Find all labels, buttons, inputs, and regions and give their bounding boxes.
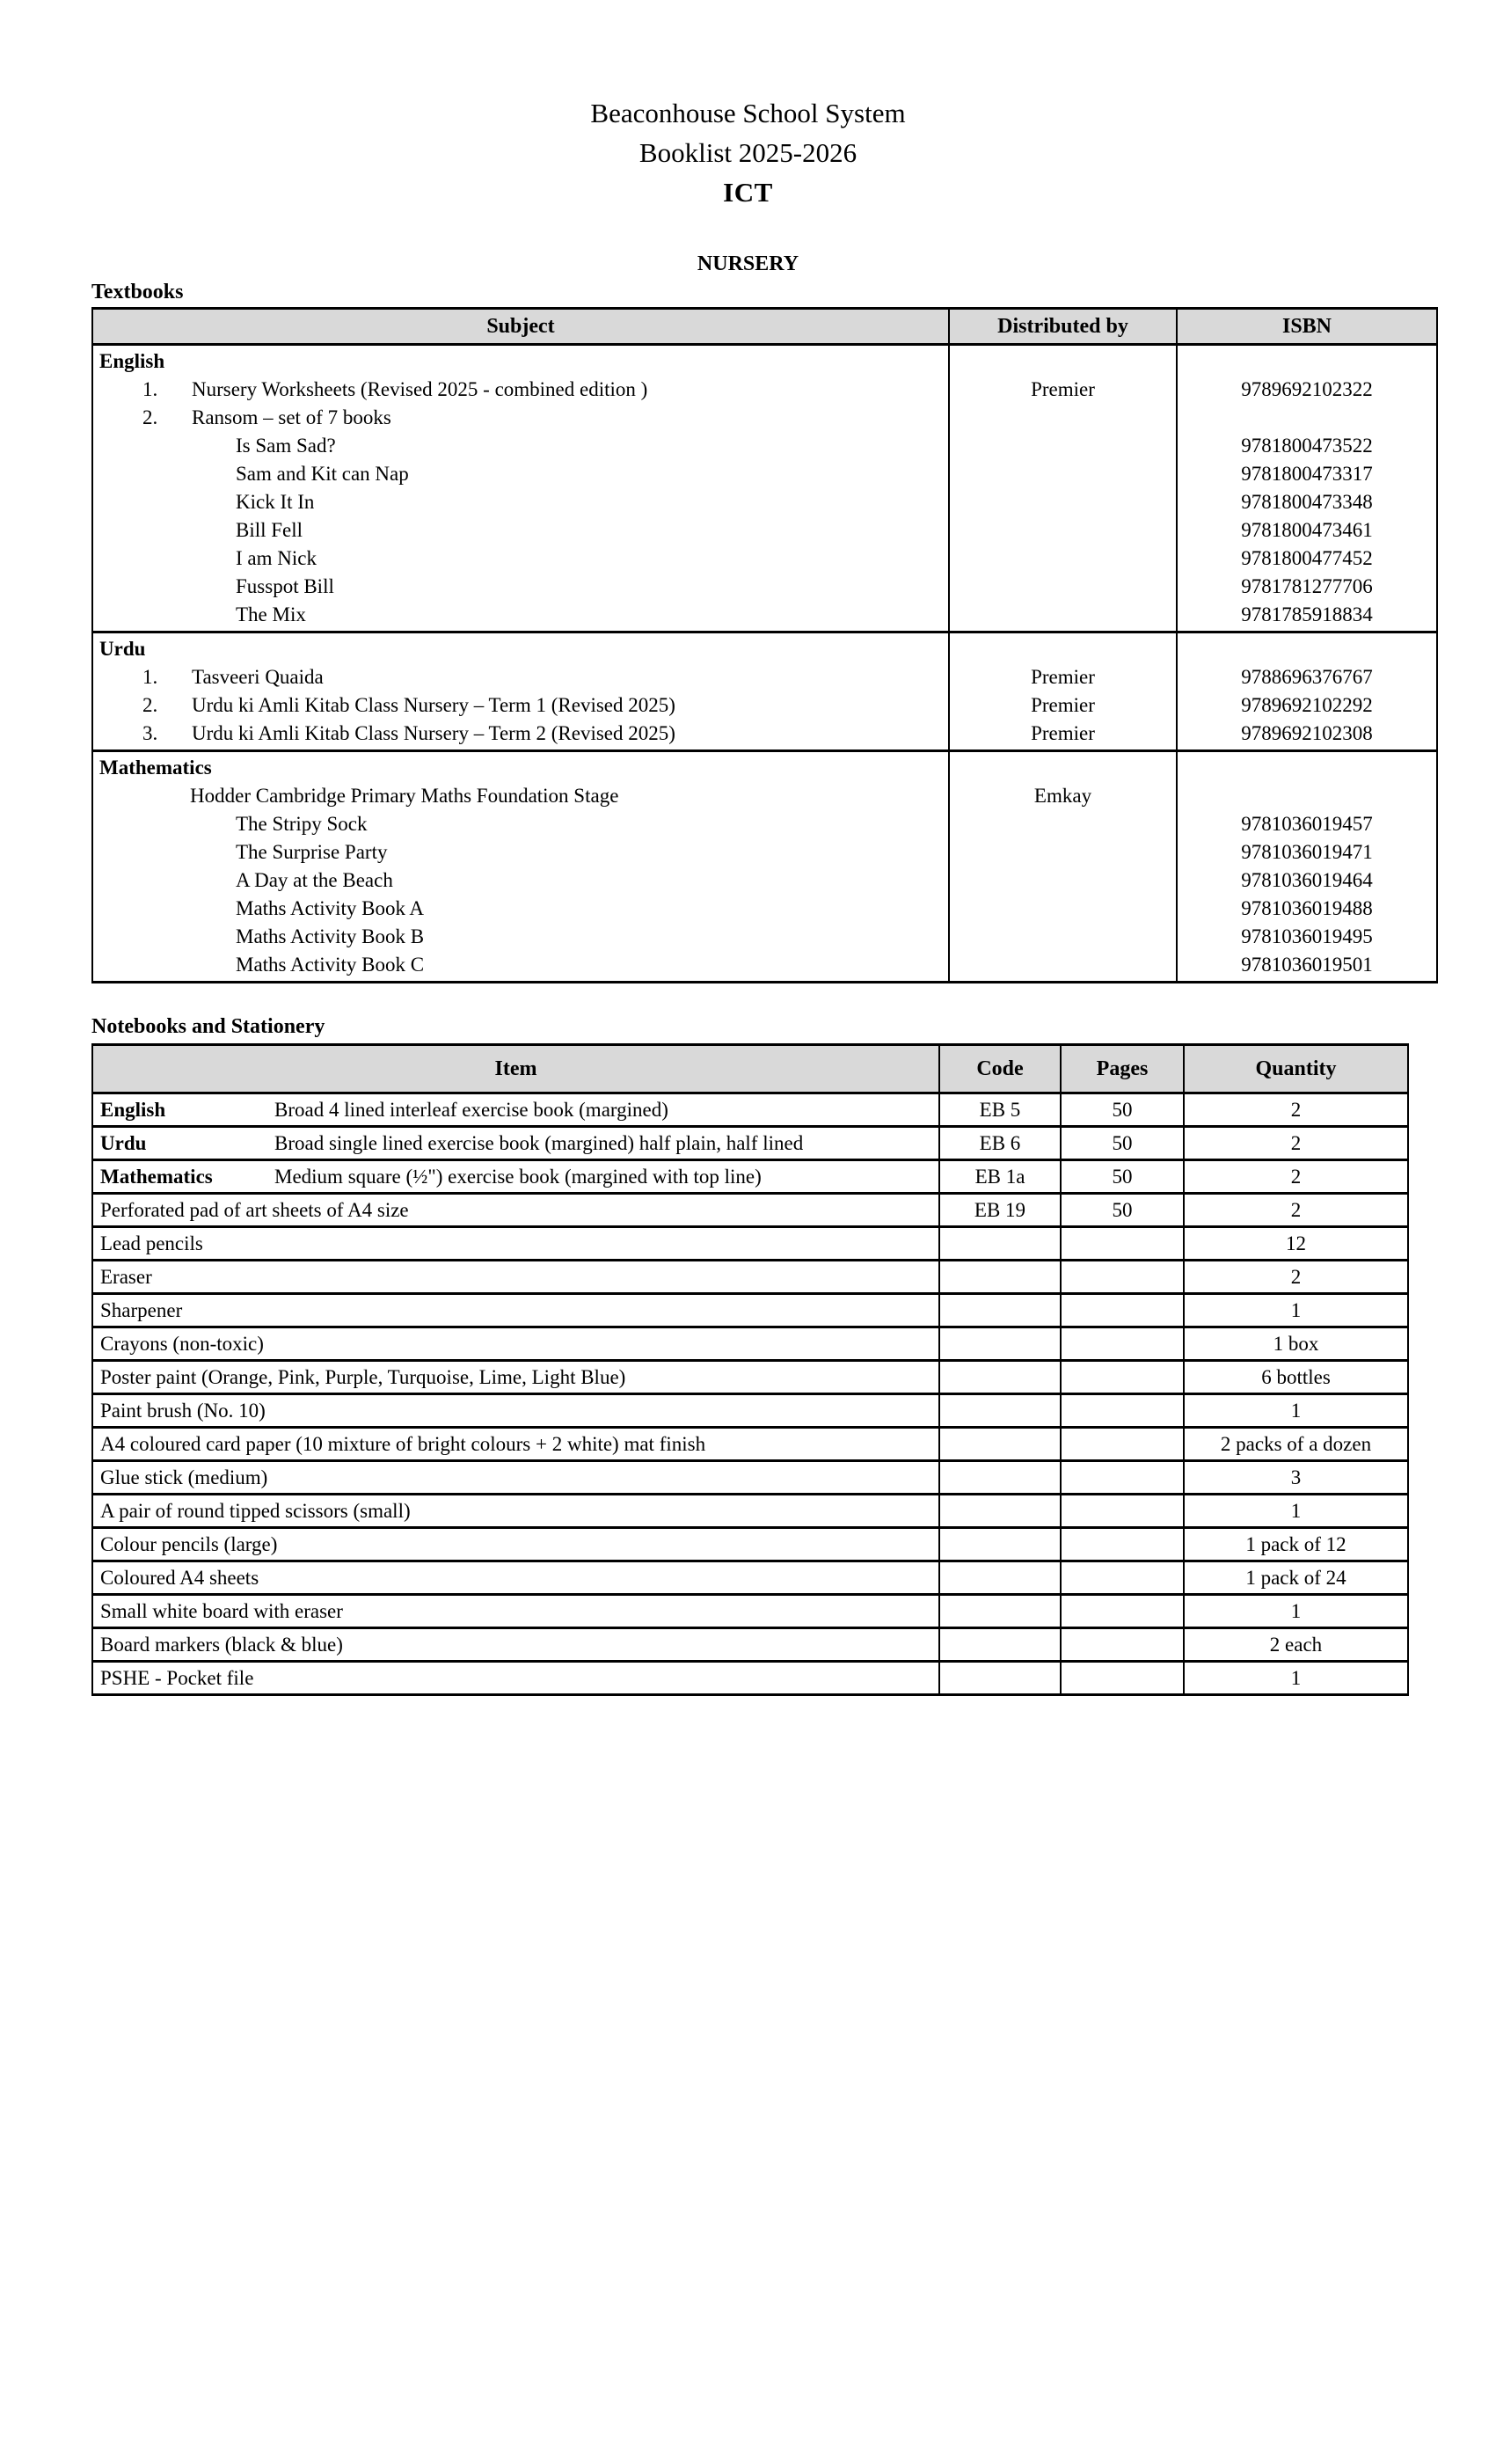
item-cell: Small white board with eraser bbox=[92, 1595, 939, 1628]
stationery-row bbox=[92, 1662, 1408, 1695]
distributor-value bbox=[950, 545, 1176, 573]
item-description: Medium square (½") exercise book (margined with top line) bbox=[274, 1165, 762, 1188]
distributed-by-cell bbox=[949, 345, 1177, 632]
isbn-value: 9781036019501 bbox=[1241, 954, 1373, 976]
subject-section-name: Mathematics bbox=[99, 757, 212, 779]
code-cell: EB 5 bbox=[939, 1093, 1061, 1127]
quantity-cell: 1 pack of 12 bbox=[1184, 1528, 1408, 1561]
stationery-row bbox=[92, 1495, 1408, 1528]
distributed-by-cell bbox=[949, 632, 1177, 751]
stationery-row bbox=[92, 1361, 1408, 1394]
pages-cell bbox=[1061, 1327, 1184, 1361]
isbn-value: 9781800473317 bbox=[1241, 463, 1373, 485]
isbn-value: 9781036019488 bbox=[1241, 897, 1373, 919]
pages-cell bbox=[1061, 1461, 1184, 1495]
stationery-table bbox=[91, 1043, 1409, 1696]
isbn-value bbox=[1178, 347, 1436, 376]
distributor-value bbox=[950, 754, 1176, 782]
quantity-cell: 2 bbox=[1184, 1261, 1408, 1294]
stationery-row bbox=[92, 1461, 1408, 1495]
book-title: The Stripy Sock bbox=[236, 813, 368, 835]
quantity-cell: 2 bbox=[1184, 1127, 1408, 1160]
code-cell bbox=[939, 1561, 1061, 1595]
distributor-value: Premier bbox=[1031, 378, 1095, 400]
item-cell: A4 coloured card paper (10 mixture of bright colours + 2 white) mat finish bbox=[92, 1428, 939, 1461]
distributor-value bbox=[950, 573, 1176, 601]
booklist-title: Booklist 2025-2026 bbox=[639, 137, 857, 168]
isbn-value: 9788696376767 bbox=[1241, 666, 1373, 688]
distributor-value bbox=[950, 601, 1176, 629]
quantity-cell: 1 bbox=[1184, 1662, 1408, 1695]
list-number: 1. bbox=[142, 378, 158, 400]
list-number: 2. bbox=[142, 406, 158, 428]
isbn-value: 9781036019464 bbox=[1241, 869, 1373, 891]
stationery-row bbox=[92, 1628, 1408, 1662]
isbn-value: 9781036019495 bbox=[1241, 925, 1373, 947]
code-cell bbox=[939, 1628, 1061, 1662]
column-header-subject: Subject bbox=[92, 309, 949, 345]
quantity-cell: 1 pack of 24 bbox=[1184, 1561, 1408, 1595]
isbn-value: 9781036019471 bbox=[1241, 841, 1373, 863]
code-cell bbox=[939, 1461, 1061, 1495]
list-number: 2. bbox=[142, 694, 158, 716]
isbn-value: 9781785918834 bbox=[1241, 603, 1373, 625]
column-header-quantity: Quantity bbox=[1184, 1045, 1408, 1093]
subject-section-name: English bbox=[99, 350, 165, 372]
distributor-value: Premier bbox=[1031, 694, 1095, 716]
code-cell: EB 1a bbox=[939, 1160, 1061, 1194]
stationery-row bbox=[92, 1528, 1408, 1561]
quantity-cell: 2 bbox=[1184, 1160, 1408, 1194]
content-area bbox=[91, 279, 1437, 1696]
isbn-value: 9781800477452 bbox=[1241, 547, 1373, 569]
item-subject: Mathematics bbox=[100, 1165, 213, 1188]
book-entry-text: Ransom – set of 7 books bbox=[192, 406, 391, 428]
subject-cell bbox=[92, 751, 949, 983]
pages-cell bbox=[1061, 1294, 1184, 1327]
isbn-value: 9781781277706 bbox=[1241, 575, 1373, 597]
department-title: ICT bbox=[723, 177, 773, 208]
code-cell bbox=[939, 1261, 1061, 1294]
code-cell bbox=[939, 1327, 1061, 1361]
distributor-value bbox=[950, 838, 1176, 866]
book-title: The Mix bbox=[236, 603, 306, 625]
distributor-value bbox=[950, 810, 1176, 838]
stationery-header-row bbox=[92, 1045, 1408, 1093]
isbn-value bbox=[1178, 754, 1436, 782]
book-entry-text: Tasveeri Quaida bbox=[192, 666, 324, 688]
distributor-value bbox=[950, 404, 1176, 432]
item-subject: English bbox=[100, 1098, 166, 1121]
isbn-value: 9789692102308 bbox=[1241, 722, 1373, 744]
book-title: Fusspot Bill bbox=[236, 575, 334, 597]
code-cell bbox=[939, 1595, 1061, 1628]
stationery-row bbox=[92, 1261, 1408, 1294]
school-name: Beaconhouse School System bbox=[590, 98, 906, 128]
pages-cell bbox=[1061, 1428, 1184, 1461]
isbn-cell bbox=[1177, 632, 1437, 751]
code-cell bbox=[939, 1394, 1061, 1428]
isbn-value: 9781036019457 bbox=[1241, 813, 1373, 835]
item-cell bbox=[92, 1093, 939, 1127]
book-entry-text: Urdu ki Amli Kitab Class Nursery – Term 1 (Revised 2025) bbox=[192, 694, 675, 716]
textbook-section-row bbox=[92, 751, 1437, 983]
isbn-value bbox=[1178, 635, 1436, 663]
distributor-value bbox=[950, 866, 1176, 895]
code-cell: EB 19 bbox=[939, 1194, 1061, 1227]
stationery-row bbox=[92, 1294, 1408, 1327]
item-cell: PSHE - Pocket file bbox=[92, 1662, 939, 1695]
distributor-value bbox=[950, 895, 1176, 923]
book-title: The Surprise Party bbox=[236, 841, 388, 863]
quantity-cell: 1 box bbox=[1184, 1327, 1408, 1361]
item-cell: Colour pencils (large) bbox=[92, 1528, 939, 1561]
pages-cell: 50 bbox=[1061, 1127, 1184, 1160]
book-title: Maths Activity Book B bbox=[236, 925, 425, 947]
item-description: Broad 4 lined interleaf exercise book (margined) bbox=[274, 1098, 668, 1121]
book-title: Maths Activity Book A bbox=[236, 897, 425, 919]
book-title: Bill Fell bbox=[236, 519, 303, 541]
column-header-pages: Pages bbox=[1061, 1045, 1184, 1093]
pages-cell: 50 bbox=[1061, 1194, 1184, 1227]
code-cell bbox=[939, 1428, 1061, 1461]
distributor-value bbox=[950, 460, 1176, 488]
list-number: 3. bbox=[142, 722, 158, 744]
column-header-item: Item bbox=[92, 1045, 939, 1093]
stationery-label: Notebooks and Stationery bbox=[91, 1015, 325, 1038]
book-title: Kick It In bbox=[236, 491, 315, 513]
numbered-book-entry bbox=[93, 720, 948, 748]
distributed-by-cell bbox=[949, 751, 1177, 983]
textbooks-header-row bbox=[92, 309, 1437, 345]
textbooks-table bbox=[91, 307, 1438, 983]
subject-section-name: Urdu bbox=[99, 638, 146, 660]
item-cell bbox=[92, 1127, 939, 1160]
distributor-value bbox=[950, 635, 1176, 663]
isbn-value bbox=[1178, 782, 1436, 810]
item-cell: Coloured A4 sheets bbox=[92, 1561, 939, 1595]
document-header bbox=[0, 0, 1496, 212]
textbooks-label: Textbooks bbox=[91, 281, 184, 303]
item-cell: Paint brush (No. 10) bbox=[92, 1394, 939, 1428]
pages-cell: 50 bbox=[1061, 1093, 1184, 1127]
grade-heading: NURSERY bbox=[697, 252, 799, 275]
isbn-value: 9781800473461 bbox=[1241, 519, 1373, 541]
distributor-value: Premier bbox=[1031, 666, 1095, 688]
book-title: Is Sam Sad? bbox=[236, 435, 336, 457]
pages-cell bbox=[1061, 1662, 1184, 1695]
quantity-cell: 2 bbox=[1184, 1093, 1408, 1127]
distributor-value bbox=[950, 516, 1176, 545]
distributor-value: Emkay bbox=[1033, 785, 1092, 807]
pages-cell bbox=[1061, 1261, 1184, 1294]
code-cell bbox=[939, 1294, 1061, 1327]
textbook-section-row bbox=[92, 345, 1437, 632]
stationery-row bbox=[92, 1127, 1408, 1160]
book-entry-text: Nursery Worksheets (Revised 2025 - combined edition ) bbox=[192, 378, 648, 400]
numbered-book-entry bbox=[93, 404, 948, 432]
book-title: A Day at the Beach bbox=[236, 869, 393, 891]
quantity-cell: 3 bbox=[1184, 1461, 1408, 1495]
list-number: 1. bbox=[142, 666, 158, 688]
numbered-book-entry bbox=[93, 691, 948, 720]
quantity-cell: 1 bbox=[1184, 1394, 1408, 1428]
stationery-row bbox=[92, 1093, 1408, 1127]
numbered-book-entry bbox=[93, 376, 948, 404]
textbook-section-row bbox=[92, 632, 1437, 751]
item-subject: Urdu bbox=[100, 1131, 147, 1154]
quantity-cell: 2 bbox=[1184, 1194, 1408, 1227]
item-cell: Board markers (black & blue) bbox=[92, 1628, 939, 1662]
pages-cell bbox=[1061, 1561, 1184, 1595]
series-title: Hodder Cambridge Primary Maths Foundation Stage bbox=[190, 785, 619, 807]
quantity-cell: 2 each bbox=[1184, 1628, 1408, 1662]
isbn-value: 9781800473522 bbox=[1241, 435, 1373, 457]
subject-cell bbox=[92, 345, 949, 632]
isbn-value bbox=[1178, 404, 1436, 432]
quantity-cell: 1 bbox=[1184, 1495, 1408, 1528]
item-description: Broad single lined exercise book (margined) half plain, half lined bbox=[274, 1131, 804, 1154]
item-cell: Crayons (non-toxic) bbox=[92, 1327, 939, 1361]
column-header-distributed-by: Distributed by bbox=[949, 309, 1177, 345]
stationery-row bbox=[92, 1327, 1408, 1361]
quantity-cell: 1 bbox=[1184, 1595, 1408, 1628]
code-cell bbox=[939, 1495, 1061, 1528]
distributor-value bbox=[950, 923, 1176, 951]
column-header-isbn: ISBN bbox=[1177, 309, 1437, 345]
distributor-value bbox=[950, 951, 1176, 979]
stationery-row bbox=[92, 1595, 1408, 1628]
distributor-value bbox=[950, 432, 1176, 460]
pages-cell bbox=[1061, 1628, 1184, 1662]
book-title: I am Nick bbox=[236, 547, 317, 569]
distributor-value bbox=[950, 347, 1176, 376]
column-header-code: Code bbox=[939, 1045, 1061, 1093]
code-cell bbox=[939, 1361, 1061, 1394]
isbn-value: 9789692102322 bbox=[1241, 378, 1373, 400]
item-cell: Glue stick (medium) bbox=[92, 1461, 939, 1495]
isbn-value: 9781800473348 bbox=[1241, 491, 1373, 513]
code-cell bbox=[939, 1227, 1061, 1261]
pages-cell bbox=[1061, 1595, 1184, 1628]
code-cell bbox=[939, 1528, 1061, 1561]
isbn-cell bbox=[1177, 345, 1437, 632]
code-cell bbox=[939, 1662, 1061, 1695]
pages-cell: 50 bbox=[1061, 1160, 1184, 1194]
distributor-value bbox=[950, 488, 1176, 516]
code-cell: EB 6 bbox=[939, 1127, 1061, 1160]
item-cell: Eraser bbox=[92, 1261, 939, 1294]
subject-cell bbox=[92, 632, 949, 751]
quantity-cell: 6 bottles bbox=[1184, 1361, 1408, 1394]
stationery-row bbox=[92, 1561, 1408, 1595]
item-cell: A pair of round tipped scissors (small) bbox=[92, 1495, 939, 1528]
item-cell: Lead pencils bbox=[92, 1227, 939, 1261]
pages-cell bbox=[1061, 1227, 1184, 1261]
item-cell: Sharpener bbox=[92, 1294, 939, 1327]
quantity-cell: 1 bbox=[1184, 1294, 1408, 1327]
quantity-cell: 2 packs of a dozen bbox=[1184, 1428, 1408, 1461]
stationery-row bbox=[92, 1394, 1408, 1428]
pages-cell bbox=[1061, 1528, 1184, 1561]
numbered-book-entry bbox=[93, 663, 948, 691]
book-title: Sam and Kit can Nap bbox=[236, 463, 409, 485]
pages-cell bbox=[1061, 1394, 1184, 1428]
isbn-cell bbox=[1177, 751, 1437, 983]
stationery-row bbox=[92, 1227, 1408, 1261]
item-cell: Poster paint (Orange, Pink, Purple, Turquoise, Lime, Light Blue) bbox=[92, 1361, 939, 1394]
stationery-row bbox=[92, 1160, 1408, 1194]
book-title: Maths Activity Book C bbox=[236, 954, 425, 976]
stationery-row bbox=[92, 1428, 1408, 1461]
pages-cell bbox=[1061, 1361, 1184, 1394]
book-entry-text: Urdu ki Amli Kitab Class Nursery – Term 2 (Revised 2025) bbox=[192, 722, 675, 744]
stationery-row bbox=[92, 1194, 1408, 1227]
pages-cell bbox=[1061, 1495, 1184, 1528]
item-cell bbox=[92, 1160, 939, 1194]
distributor-value: Premier bbox=[1031, 722, 1095, 744]
quantity-cell: 12 bbox=[1184, 1227, 1408, 1261]
isbn-value: 9789692102292 bbox=[1241, 694, 1373, 716]
item-cell: Perforated pad of art sheets of A4 size bbox=[92, 1194, 939, 1227]
